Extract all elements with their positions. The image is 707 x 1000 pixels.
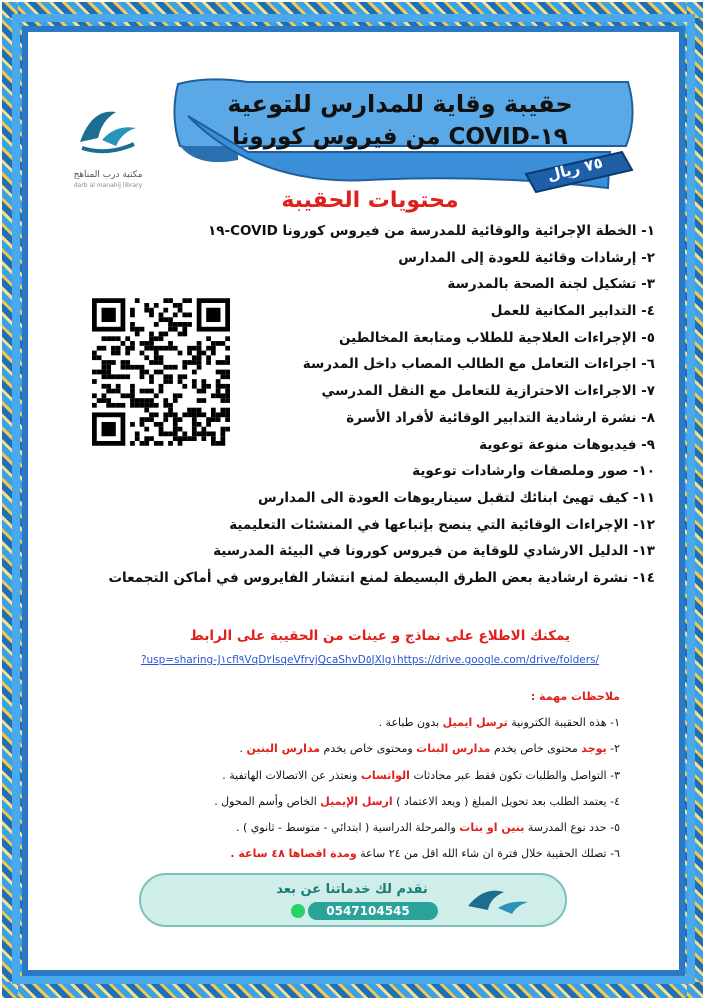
note-text: ٦- تصلك الحقيبة خلال فترة ان شاء الله اقل من ٢٤ ساعة xyxy=(356,847,620,861)
list-item: ١٤- نشرة ارشادية بعض الطرق البسيطة لمنع انتشار الفايروس في أماكن التجمعات xyxy=(108,569,655,586)
footer-banner xyxy=(138,872,568,928)
list-item: ٦- اجراءات التعامل مع الطالب المصاب داخل المدرسة xyxy=(302,356,655,373)
note-item xyxy=(140,841,620,867)
logo-subcaption: darb al manahij library xyxy=(73,182,143,189)
note-item xyxy=(140,815,620,841)
list-item: ١١- كيف تهيئ ابنائك لتقبل سيناريوهات العودة الى المدارس xyxy=(257,489,655,506)
note-text: . xyxy=(239,742,247,756)
link-intro: يمكنك الاطلاع على نماذج و عينات من الحقيبة على الرابط xyxy=(189,628,571,644)
note-text: والمرحلة الدراسية ( ابتدائي - متوسط - ثانوي ) . xyxy=(236,821,460,835)
note-text: الخاص وأسم المحول . xyxy=(214,794,321,808)
note-item xyxy=(140,710,620,736)
note-highlight: الواتساب xyxy=(360,768,410,782)
note-text: ٣- التواصل والطلبات تكون فقط عبر محادثات xyxy=(409,768,620,782)
notes-heading: ملاحظات مهمة : xyxy=(530,690,620,703)
library-logo-icon xyxy=(72,98,142,162)
list-item: ٢- إرشادات وقائية للعودة إلى المدارس xyxy=(398,249,655,266)
note-highlight: ومدة اقصاها ٤٨ ساعة . xyxy=(230,847,357,861)
notes-list xyxy=(140,710,620,868)
list-item: ١٠- صور وملصقات وارشادات توعوية xyxy=(412,463,655,480)
list-item: ٧- الاجراءات الاحترازية للتعامل مع النقل المدرسي xyxy=(321,383,655,400)
note-item xyxy=(140,736,620,762)
note-highlight: مدارس البنين xyxy=(246,742,321,756)
list-item: ٨- نشرة ارشادية التدابير الوقائية لأفراد الأسرة xyxy=(346,409,655,426)
list-item: ٥- الإجراءات العلاجية للطلاب ومتابعة المخالطين xyxy=(338,329,655,346)
list-item: ١- الخطة الإجرائية والوقائية للمدرسة من فيروس كورونا COVID-١٩ xyxy=(208,223,655,239)
note-text: ٢- xyxy=(606,742,620,756)
note-item xyxy=(140,789,620,815)
note-text: ٥- حدد نوع المدرسة xyxy=(524,821,620,835)
list-item: ٤- التدابير المكانية للعمل xyxy=(490,303,655,320)
footer-text: نقدم لك خدماتنا عن بعد xyxy=(276,882,428,897)
flyer-content xyxy=(50,58,657,958)
note-text: ١- هذه الحقيبة الكترونية xyxy=(507,716,620,729)
logo-caption: مكتبة درب المناهج xyxy=(73,170,143,180)
title-line-2: من فيروس كورونا COVID-١٩ xyxy=(232,124,568,150)
list-item: ١٣- الدليل الارشادي للوقاية من فيروس كورونا في البيئة المدرسية xyxy=(213,543,655,560)
qr-code-icon[interactable] xyxy=(92,298,230,446)
drive-link[interactable]: ?usp=sharing-J١cfl٩VqD٢lsqeVfrvjQcaShvD٥JXlg١https://drive.google.com/drive/folders/ xyxy=(140,654,600,666)
phone-number: 0547104545 xyxy=(326,904,410,918)
note-text: ومحتوى خاص يخدم xyxy=(320,742,417,756)
note-highlight: بنين او بنات xyxy=(459,821,525,835)
note-highlight: ارسل الإيميل xyxy=(320,794,393,808)
list-item: ٩- فيديوهات منوعة توعوية xyxy=(479,436,655,453)
contents-heading: محتويات الحقيبة xyxy=(281,188,459,213)
note-text: محتوى خاص يخدم xyxy=(490,742,582,756)
note-text: بدون طباعة . xyxy=(378,716,443,729)
note-text: ونعتذر عن الاتصالات الهاتفية . xyxy=(222,768,361,782)
title-line-1: حقيبة وقاية للمدارس للتوعية xyxy=(227,90,573,118)
note-highlight: ترسل ايميل xyxy=(442,716,508,729)
price-label: ٧٥ ريال xyxy=(545,153,605,185)
list-item: ١٢- الإجراءات الوقائية التي ينصح بإتباعها في المنشئات التعليمية xyxy=(229,516,655,533)
note-text: ٤- يعتمد الطلب بعد تحويل المبلغ ( ويعد الاعتماد ) xyxy=(392,794,620,808)
note-item xyxy=(140,763,620,789)
note-highlight: مدارس البنات xyxy=(416,742,491,756)
note-highlight: يوجد xyxy=(581,742,607,756)
list-item: ٣- تشكيل لجنة الصحة بالمدرسة xyxy=(447,276,655,293)
